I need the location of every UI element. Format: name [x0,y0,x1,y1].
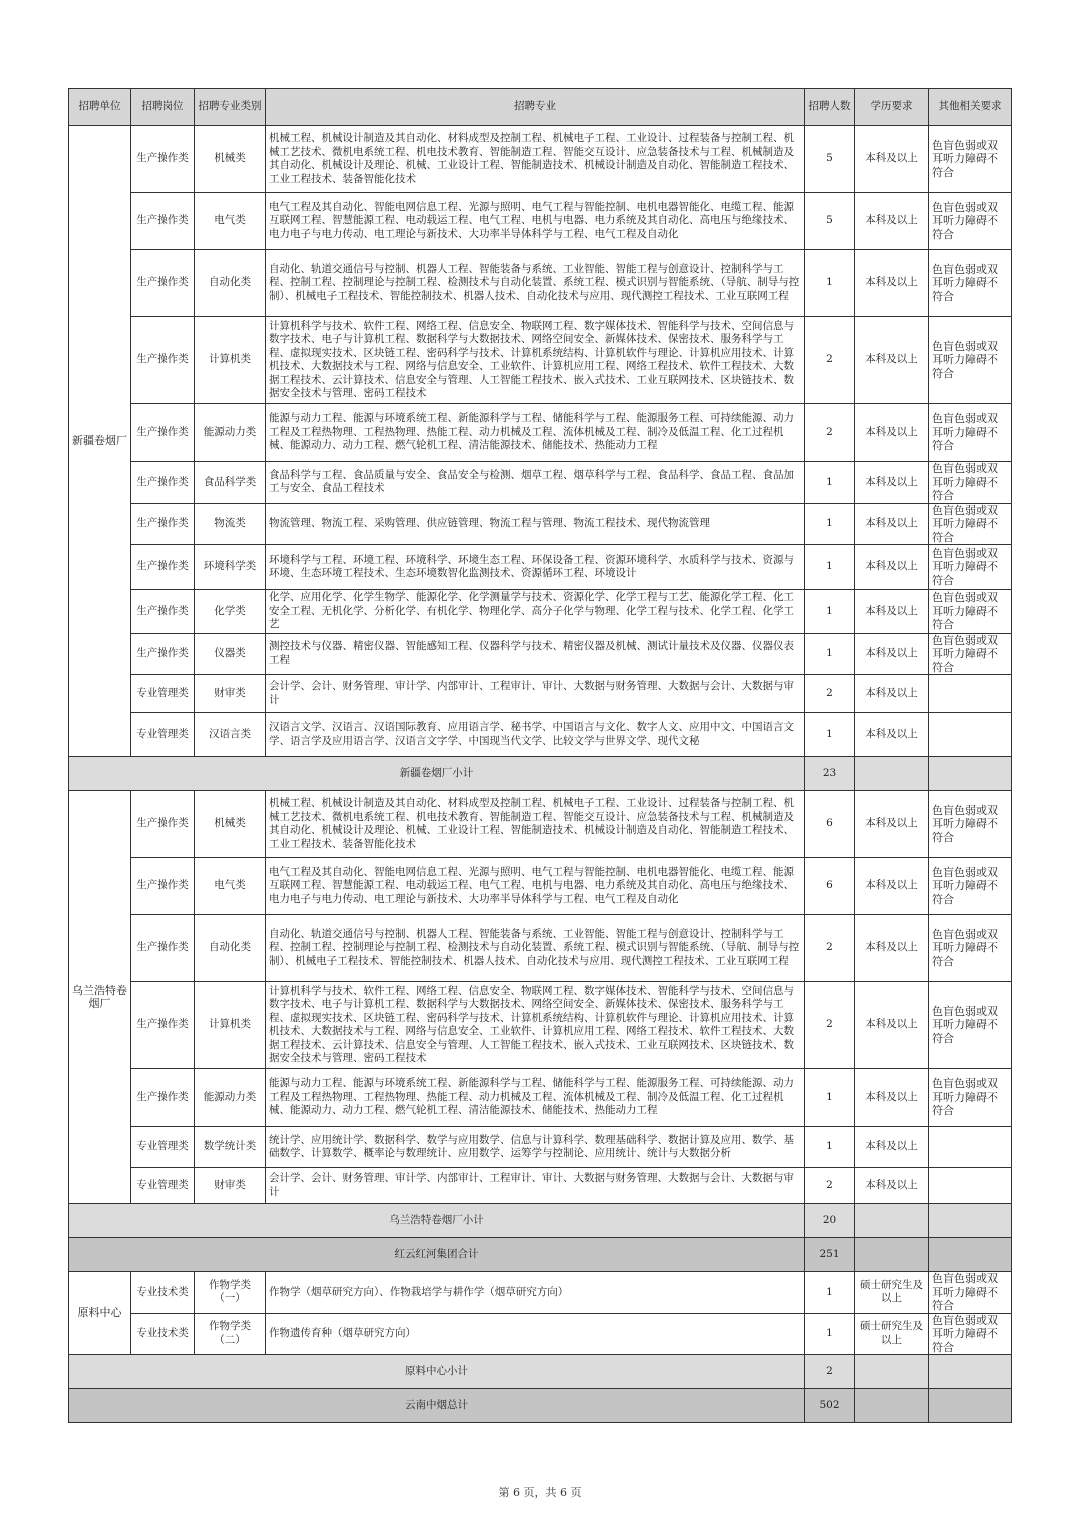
other-cell: 色盲色弱或双耳听力障碍不符合 [929,193,1012,250]
group-total-label: 红云红河集团合计 [69,1238,805,1272]
education-cell: 本科及以上 [855,675,929,713]
education-cell: 本科及以上 [855,1069,929,1127]
majors-cell: 自动化、轨道交通信号与控制、机器人工程、智能装备与系统、工业智能、智能工程与创意设计、控制科学与工程、控制工程、控制理论与控制工程、检测技术与自动化装置、系统工程、模式识别与智能系统、（导航、制导与控制）、机械电子工程技术、智能控制技术、机器人技术、自动化技术与应用、现代测控工程技术、工业互联网工程 [266,915,805,982]
table-row [69,404,1012,462]
blank-cell [929,1204,1012,1238]
majors-cell: 机械工程、机械设计制造及其自动化、材料成型及控制工程、机械电子工程、工业设计、过程装备与控制工程、机械工艺技术、微机电系统工程、机电技术教育、智能制造工程、智能交互设计、应急装备技术与工程、机械制造及其自动化、机械设计及理论、机械、工业设计工程、智能制造技术、机械设计制造及自动化、智能制造工程技术、工业工程技术、装备智能化技术 [266,791,805,858]
education-cell: 本科及以上 [855,633,929,675]
category-cell: 计算机类 [195,317,266,404]
majors-cell: 电气工程及其自动化、智能电网信息工程、光源与照明、电气工程与智能控制、电机电器智能化、电缆工程、能源互联网工程、智慧能源工程、电动载运工程、电气工程、电机与电器、电力系统及其自动化、高电压与绝缘技术、电力电子与电力传动、电工理论与新技术、大功率半导体科学与工程、电气工程及自动化 [266,858,805,915]
education-cell: 本科及以上 [855,858,929,915]
post-cell: 专业管理类 [131,713,195,757]
post-cell: 专业管理类 [131,1168,195,1204]
majors-cell: 会计学、会计、财务管理、审计学、内部审计、工程审计、审计、大数据与财务管理、大数据与会计、大数据与审计 [266,1168,805,1204]
majors-cell: 计算机科学与技术、软件工程、网络工程、信息安全、物联网工程、数字媒体技术、智能科学与技术、空间信息与数字技术、电子与计算机工程、数据科学与大数据技术、网络空间安全、新媒体技术、保密技术、服务科学与工程、虚拟现实技术、区块链工程、密码科学与技术、计算机系统结构、计算机软件与理论、计算机应用技术、计算机技术、大数据技术与工程、网络与信息安全、工业软件、计算机应用工程、网络工程技术、软件工程技术、大数据工程技术、云计算技术、信息安全与管理、人工智能工程技术、嵌入式技术、工业互联网技术、区块链技术、数据安全技术与管理、密码工程技术 [266,317,805,404]
education-cell: 本科及以上 [855,590,929,634]
other-cell: 色盲色弱或双耳听力障碍不符合 [929,462,1012,504]
post-cell: 生产操作类 [131,317,195,404]
education-cell: 本科及以上 [855,462,929,504]
category-cell: 能源动力类 [195,404,266,462]
majors-cell: 计算机科学与技术、软件工程、网络工程、信息安全、物联网工程、数字媒体技术、智能科学与技术、空间信息与数字技术、电子与计算机工程、数据科学与大数据技术、网络空间安全、新媒体技术、保密技术、服务科学与工程、虚拟现实技术、区块链工程、密码科学与技术、计算机系统结构、计算机软件与理论、计算机应用技术、计算机技术、大数据技术与工程、网络与信息安全、工业软件、计算机应用工程、网络工程技术、软件工程技术、大数据工程技术、云计算技术、信息安全与管理、人工智能工程技术、嵌入式技术、工业互联网技术、区块链技术、数据安全技术与管理、密码工程技术 [266,982,805,1069]
category-cell: 电气类 [195,858,266,915]
subtotal-value: 20 [805,1204,855,1238]
post-cell: 专业技术类 [131,1272,195,1314]
count-cell: 1 [805,633,855,675]
table-row [69,791,1012,858]
table-row [69,250,1012,317]
header-category: 招聘专业类别 [195,89,266,126]
other-cell: 色盲色弱或双耳听力障碍不符合 [929,126,1012,193]
category-cell: 仪器类 [195,633,266,675]
count-cell: 1 [805,590,855,634]
subtotal-row [69,757,1012,791]
unit-cell: 新疆卷烟厂 [69,126,131,757]
header-count: 招聘人数 [805,89,855,126]
blank-cell [855,1204,929,1238]
majors-cell: 食品科学与工程、食品质量与安全、食品安全与检测、烟草工程、烟草科学与工程、食品科学、食品工程、食品加工与安全、食品工程技术 [266,462,805,504]
category-cell: 机械类 [195,126,266,193]
table-row [69,317,1012,404]
majors-cell: 作物遗传育种（烟草研究方向） [266,1313,805,1355]
other-cell: 色盲色弱或双耳听力障碍不符合 [929,982,1012,1069]
grand-total-label: 云南中烟总计 [69,1389,805,1423]
count-cell: 2 [805,982,855,1069]
count-cell: 1 [805,713,855,757]
header-row [69,89,1012,126]
majors-cell: 化学、应用化学、化学生物学、能源化学、化学测量学与技术、资源化学、化学工程与工艺、能源化学工程、化工安全工程、无机化学、分析化学、有机化学、物理化学、高分子化学与物理、化学工程与技术、化学工程、化学工艺 [266,590,805,634]
blank-cell [929,1238,1012,1272]
other-cell: 色盲色弱或双耳听力障碍不符合 [929,590,1012,634]
blank-cell [855,757,929,791]
education-cell: 本科及以上 [855,1127,929,1168]
majors-cell: 能源与动力工程、能源与环境系统工程、新能源科学与工程、储能科学与工程、能源服务工程、可持续能源、动力工程及工程热物理、工程热物理、热能工程、动力机械及工程、流体机械及工程、制冷及低温工程、化工过程机械、能源动力、动力工程、燃气轮机工程、清洁能源技术、储能技术、热能动力工程 [266,1069,805,1127]
majors-cell: 环境科学与工程、环境工程、环境科学、环境生态工程、环保设备工程、资源环境科学、水质科学与技术、资源与环境、生态环境工程技术、生态环境数智化监测技术、资源循环工程、环境设计 [266,545,805,590]
blank-cell [855,1355,929,1389]
category-cell: 财审类 [195,675,266,713]
count-cell: 1 [805,545,855,590]
education-cell: 本科及以上 [855,791,929,858]
header-post: 招聘岗位 [131,89,195,126]
other-cell: 色盲色弱或双耳听力障碍不符合 [929,1272,1012,1314]
education-cell: 本科及以上 [855,713,929,757]
subtotal-row [69,1204,1012,1238]
subtotal-value: 23 [805,757,855,791]
post-cell: 生产操作类 [131,858,195,915]
table-row [69,503,1012,545]
post-cell: 生产操作类 [131,404,195,462]
other-cell: 色盲色弱或双耳听力障碍不符合 [929,503,1012,545]
education-cell: 本科及以上 [855,317,929,404]
majors-cell: 物流管理、物流工程、采购管理、供应链管理、物流工程与管理、物流工程技术、现代物流管理 [266,503,805,545]
category-cell: 计算机类 [195,982,266,1069]
other-cell [929,1127,1012,1168]
unit-cell: 乌兰浩特卷烟厂 [69,791,131,1204]
table-row [69,675,1012,713]
post-cell: 生产操作类 [131,250,195,317]
majors-cell: 测控技术与仪器、精密仪器、智能感知工程、仪器科学与技术、精密仪器及机械、测试计量技术及仪器、仪器仪表工程 [266,633,805,675]
recruitment-table [68,88,1012,1423]
education-cell: 本科及以上 [855,250,929,317]
post-cell: 生产操作类 [131,545,195,590]
count-cell: 1 [805,250,855,317]
education-cell: 本科及以上 [855,915,929,982]
majors-cell: 自动化、轨道交通信号与控制、机器人工程、智能装备与系统、工业智能、智能工程与创意设计、控制科学与工程、控制工程、控制理论与控制工程、检测技术与自动化装置、系统工程、模式识别与智能系统、（导航、制导与控制）、机械电子工程技术、智能控制技术、机器人技术、自动化技术与应用、现代测控工程技术、工业互联网工程 [266,250,805,317]
count-cell: 1 [805,1069,855,1127]
table-row [69,545,1012,590]
other-cell: 色盲色弱或双耳听力障碍不符合 [929,404,1012,462]
other-cell: 色盲色弱或双耳听力障碍不符合 [929,633,1012,675]
category-cell: 作物学类（二） [195,1313,266,1355]
majors-cell: 汉语言文学、汉语言、汉语国际教育、应用语言学、秘书学、中国语言与文化、数字人文、应用中文、中国语言文学、语言学及应用语言学、汉语言文字学、中国现当代文学、比较文学与世界文学、现代文秘 [266,713,805,757]
count-cell: 1 [805,1313,855,1355]
table-row [69,1313,1012,1355]
category-cell: 机械类 [195,791,266,858]
category-cell: 食品科学类 [195,462,266,504]
other-cell: 色盲色弱或双耳听力障碍不符合 [929,791,1012,858]
header-unit: 招聘单位 [69,89,131,126]
count-cell: 6 [805,858,855,915]
post-cell: 生产操作类 [131,126,195,193]
other-cell [929,1168,1012,1204]
grand-total-value: 502 [805,1389,855,1423]
group-total-value: 251 [805,1238,855,1272]
blank-cell [855,1389,929,1423]
category-cell: 化学类 [195,590,266,634]
post-cell: 生产操作类 [131,1069,195,1127]
majors-cell: 统计学、应用统计学、数据科学、数学与应用数学、信息与计算科学、数理基础科学、数据计算及应用、数学、基础数学、计算数学、概率论与数理统计、应用数学、运筹学与控制论、应用统计、统计与大数据分析 [266,1127,805,1168]
post-cell: 生产操作类 [131,915,195,982]
header-other: 其他相关要求 [929,89,1012,126]
table-row [69,590,1012,634]
table-row [69,462,1012,504]
other-cell [929,713,1012,757]
education-cell: 本科及以上 [855,982,929,1069]
count-cell: 6 [805,791,855,858]
header-majors: 招聘专业 [266,89,805,126]
table-row [69,126,1012,193]
post-cell: 生产操作类 [131,462,195,504]
count-cell: 5 [805,126,855,193]
table-row [69,713,1012,757]
blank-cell [929,1389,1012,1423]
blank-cell [855,1238,929,1272]
subtotal-label: 乌兰浩特卷烟厂小计 [69,1204,805,1238]
other-cell: 色盲色弱或双耳听力障碍不符合 [929,1313,1012,1355]
blank-cell [929,1355,1012,1389]
post-cell: 生产操作类 [131,590,195,634]
education-cell: 本科及以上 [855,404,929,462]
majors-cell: 机械工程、机械设计制造及其自动化、材料成型及控制工程、机械电子工程、工业设计、过程装备与控制工程、机械工艺技术、微机电系统工程、机电技术教育、智能制造工程、智能交互设计、应急装备技术与工程、机械制造及其自动化、机械设计及理论、机械、工业设计工程、智能制造技术、机械设计制造及自动化、智能制造工程技术、工业工程技术、装备智能化技术 [266,126,805,193]
count-cell: 2 [805,404,855,462]
subtotal-value: 2 [805,1355,855,1389]
page-footer: 第 6 页，共 6 页 [498,1486,582,1499]
other-cell [929,675,1012,713]
education-cell: 硕士研究生及以上 [855,1313,929,1355]
table-row [69,193,1012,250]
table-row [69,1069,1012,1127]
education-cell: 本科及以上 [855,545,929,590]
education-cell: 本科及以上 [855,126,929,193]
post-cell: 生产操作类 [131,193,195,250]
grand-total-row [69,1389,1012,1423]
post-cell: 生产操作类 [131,982,195,1069]
blank-cell [929,757,1012,791]
count-cell: 5 [805,193,855,250]
subtotal-row [69,1355,1012,1389]
category-cell: 汉语言类 [195,713,266,757]
table-row [69,858,1012,915]
table-row [69,1127,1012,1168]
category-cell: 能源动力类 [195,1069,266,1127]
majors-cell: 电气工程及其自动化、智能电网信息工程、光源与照明、电气工程与智能控制、电机电器智能化、电缆工程、能源互联网工程、智慧能源工程、电动载运工程、电气工程、电机与电器、电力系统及其自动化、高电压与绝缘技术、电力电子与电力传动、电工理论与新技术、大功率半导体科学与工程、电气工程及自动化 [266,193,805,250]
table-row [69,1272,1012,1314]
majors-cell: 会计学、会计、财务管理、审计学、内部审计、工程审计、审计、大数据与财务管理、大数据与会计、大数据与审计 [266,675,805,713]
subtotal-label: 原料中心小计 [69,1355,805,1389]
count-cell: 2 [805,317,855,404]
category-cell: 物流类 [195,503,266,545]
category-cell: 电气类 [195,193,266,250]
table-row [69,633,1012,675]
table-row [69,982,1012,1069]
post-cell: 生产操作类 [131,791,195,858]
education-cell: 本科及以上 [855,193,929,250]
post-cell: 生产操作类 [131,503,195,545]
table-row [69,1168,1012,1204]
post-cell: 生产操作类 [131,633,195,675]
unit-cell: 原料中心 [69,1272,131,1355]
majors-cell: 能源与动力工程、能源与环境系统工程、新能源科学与工程、储能科学与工程、能源服务工程、可持续能源、动力工程及工程热物理、工程热物理、热能工程、动力机械及工程、流体机械及工程、制冷及低温工程、化工过程机械、能源动力、动力工程、燃气轮机工程、清洁能源技术、储能技术、热能动力工程 [266,404,805,462]
post-cell: 专业管理类 [131,675,195,713]
education-cell: 硕士研究生及以上 [855,1272,929,1314]
category-cell: 数学统计类 [195,1127,266,1168]
education-cell: 本科及以上 [855,503,929,545]
count-cell: 2 [805,1168,855,1204]
post-cell: 专业技术类 [131,1313,195,1355]
count-cell: 1 [805,462,855,504]
subtotal-label: 新疆卷烟厂小计 [69,757,805,791]
other-cell: 色盲色弱或双耳听力障碍不符合 [929,317,1012,404]
count-cell: 2 [805,915,855,982]
other-cell: 色盲色弱或双耳听力障碍不符合 [929,545,1012,590]
majors-cell: 作物学（烟草研究方向）、作物栽培学与耕作学（烟草研究方向） [266,1272,805,1314]
category-cell: 财审类 [195,1168,266,1204]
other-cell: 色盲色弱或双耳听力障碍不符合 [929,915,1012,982]
education-cell: 本科及以上 [855,1168,929,1204]
category-cell: 自动化类 [195,250,266,317]
other-cell: 色盲色弱或双耳听力障碍不符合 [929,1069,1012,1127]
other-cell: 色盲色弱或双耳听力障碍不符合 [929,250,1012,317]
count-cell: 1 [805,503,855,545]
count-cell: 1 [805,1127,855,1168]
table-row [69,915,1012,982]
count-cell: 2 [805,675,855,713]
header-education: 学历要求 [855,89,929,126]
category-cell: 自动化类 [195,915,266,982]
other-cell: 色盲色弱或双耳听力障碍不符合 [929,858,1012,915]
post-cell: 专业管理类 [131,1127,195,1168]
category-cell: 作物学类（一） [195,1272,266,1314]
count-cell: 1 [805,1272,855,1314]
group-total-row [69,1238,1012,1272]
category-cell: 环境科学类 [195,545,266,590]
